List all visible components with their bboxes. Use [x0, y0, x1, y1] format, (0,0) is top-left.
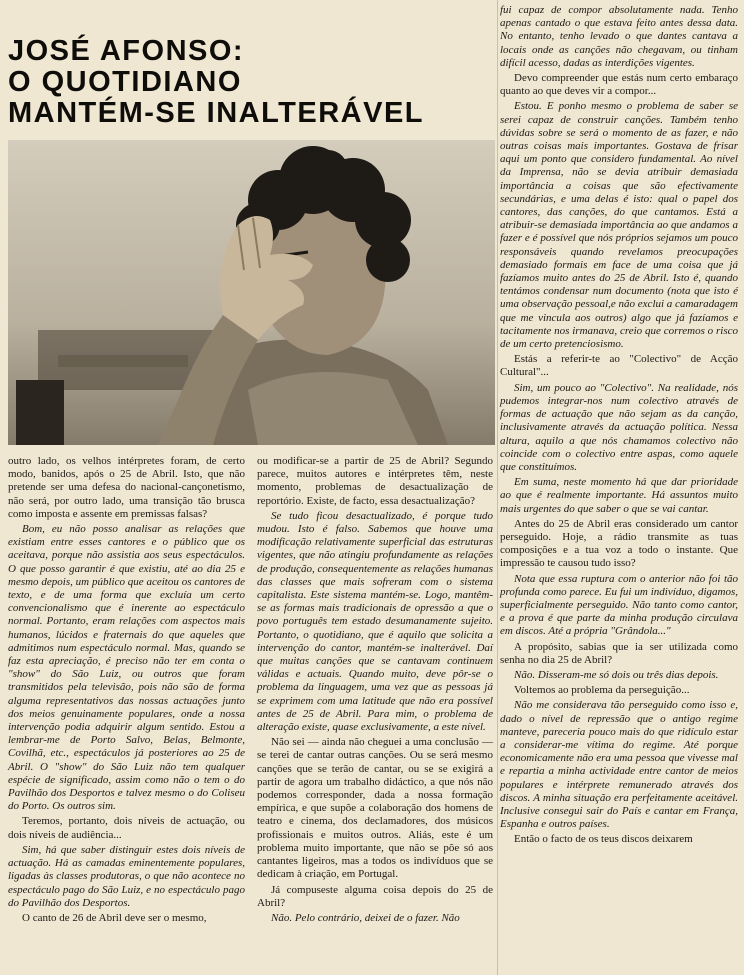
headline-line-2: O QUOTIDIANO: [8, 66, 242, 98]
paragraph: Bom, eu não posso analisar as relações que existiam entre esses cantores e o público que os aceitava, porque não assistia aos seus espectáculos. O que posso garantir é que existiu, até ao dia 25 e mesmo depois, um público que aceitou os cantores de texto, e de uma forma que excluía um certo convencionalismo que é inerente ao espectáculo normal. Portanto, eram relações com aspectos mais humanos, lúcidos e fraternais do que aqueles que admitimos num espectáculo normal. Mas, quando se faz esta apreciação, é preciso não ter em conta o "show" do São Luiz, ou outros que foram transmitidos pela televisão, pois não são de forma alguma representativos das nossas actuações junto dos meios genuinamente populares, onde a nossa intervenção podia adquirir algum sentido. Estou a lembrar-me de Porto Salvo, Belas, Belmonte, Covilhã, etc., espectáculos já posteriores ao 25 de Abril. O "show" do São Luiz não tem qualquer espécie de significado, assim como não o tem o do Pavilhão dos Desportos e talvez mesmo o do Coliseu do Porto. Os outros sim.: [8, 523, 245, 813]
paragraph: Voltemos ao problema da perseguição...: [514, 684, 690, 697]
paragraph: Então o facto de os teus discos deixarem: [514, 833, 693, 846]
text-column-3: [500, 4, 738, 849]
paragraph: Devo compreender que estás num certo embaraço quanto ao que deves vir a compor...: [500, 72, 738, 98]
paragraph: O canto de 26 de Abril deve ser o mesmo,: [22, 911, 207, 924]
text-column-2: [257, 455, 493, 927]
paragraph: ou modificar-se a partir de 25 de Abril? Segundo parece, muitos autores e intérpretes têm, neste momento, problemas de desactualização de reportório. Existe, de facto, essa desactualização?: [257, 455, 493, 507]
paragraph: Estou. E ponho mesmo o problema de saber se serei capaz de construir canções. Também tenho dúvidas sobre se será o momento de as fazer, e não outras coisas mais importantes. Gostava de frisar aqui um ponto que considero fundamental. Ao nível da Imprensa, não se devia atribuir demasiada importância a coisas que são efectivamente secundárias, e uma delas é isto: qual o papel dos cantores, das canções, do que cantamos. Está a atribuir-se demasiada importância ao que andamos a fazer e é possível que nós próprios sejamos um pouco responsáveis quando revelamos preocupações demasiado formais em face de uma coisa que já fazíamos muito antes do 25 de Abril. Isto é, quando tentámos condensar num documento (nota que isto é uma observação pessoal,e não exclui a camaradagem que me vincula aos outros) algo que já fazíamos e tacitamente nos irmanava, creio que corremos o risco de um certo pretenciosismo.: [500, 100, 738, 351]
paragraph: outro lado, os velhos intérpretes foram, de certo modo, banidos, após o 25 de Abril. Isto, que não pretende ser uma defesa do nacional-cançonetismo, não será, por outro lado, uma transição tão brusca como imposta e assente em premissas falsas?: [8, 455, 245, 520]
paragraph: Não. Disseram-me só dois ou três dias depois.: [514, 668, 719, 681]
paragraph: Teremos, portanto, dois níveis de actuação, ou dois níveis de audiência...: [8, 815, 245, 841]
paragraph: Não sei — ainda não cheguei a uma conclusão — se terei de cantar outras canções. Ou se será mesmo canções que se terão de cantar, ou se se exigirá a partir de agora um trabalho didáctico, a que nós não podemos corresponder, dada a nossa formação empírica, e que supõe a colaboração dos homens de teatro e cinema, dos declamadores, dos músicos profissionais e muitos outros. Aliás, este é um problema muito importante, que não se põe só aos cantantes ligeiros, mas a todos os indivíduos que se dedicam à criação, em Portugal.: [257, 736, 493, 881]
paragraph: Já compuseste alguma coisa depois do 25 de Abril?: [257, 883, 493, 909]
headline-line-3: MANTÉM-SE INALTERÁVEL: [8, 97, 425, 129]
column-divider: [497, 0, 498, 975]
text-column-1: [8, 455, 245, 927]
paragraph: Nota que essa ruptura com o anterior não foi tão profunda como parece. Eu fui um indivíduo, digamos, superficialmente perseguido. Não tanto como cantor, e a prova é que parte da minha produção circulava em discos. Até a própria "Grândola...": [500, 572, 738, 638]
paragraph: Se tudo ficou desactualizado, é porque tudo mudou. Isto é falso. Sabemos que houve uma modificação relativamente superficial das estruturas vigentes, que não atingiu profundamente as relações de produção, consequentemente as relações humanas das classes que mais sofreram com o sistema capitalista. Este sistema mantém-se. Logo, mantêm-se as formas mais tradicionais de opressão a que o povo português tem estado desumanamente sujeito. Portanto, o quotidiano, que é aquilo que solicita a intervenção do cantor, mantém-se inalterável. Daí que muitas canções que se cantavam continuem válidas e actuais. Quando muito, deve pôr-se o problema da linguagem, uma vez que as pessoas já se exprimem com uma latitude que não era possível antes de 25 de Abril. Para mim, o problema de alteração existe, quase exclusivamente, a este nível.: [257, 509, 493, 734]
paragraph: Não me considerava tão perseguido como isso e, dado o nível de repressão que o antigo regime manteve, pareceria pouco mais do que ridículo estar a considerar-me vítima do regime. Até porque economicamente não era uma pessoa que vivesse mal e repartia a minha actividade entre cantor de meios populares e intérprete remunerado através dos discos. A minha situação era perfeitamente aceitável. Inclusive consegui sair do País e cantar em França, Espanha e outros países.: [500, 699, 738, 831]
paragraph: Sim, há que saber distinguir estes dois níveis de actuação. Há as camadas eminentemente populares, ligadas às classes produtoras, o que não acontece no espectáculo pago do São Luiz, e no espectáculo pago do Pavilhão dos Desportos.: [8, 843, 245, 909]
paragraph: Estás a referir-te ao "Colectivo" de Acção Cultural"...: [500, 353, 738, 379]
headline-line-1: JOSÉ AFONSO:: [8, 35, 245, 67]
man-covering-face-photo: [8, 140, 495, 445]
paragraph: Sim, um pouco ao "Colectivo". Na realidade, nós pudemos integrar-nos num colectivo através de formas de actuação que não sejam as da canção, inclusivamente através da actuação política. Nessa altura, aquilo a que nós chamamos colectivo não coincide com o colectivo entre aspas, como aquele que constituímos.: [500, 381, 738, 473]
paragraph: Em suma, neste momento há que dar prioridade ao que é realmente importante. Há assuntos muito mais urgentes do que saber o que se vai cantar.: [500, 476, 738, 515]
paragraph: A propósito, sabias que ia ser utilizada como senha no dia 25 de Abril?: [500, 640, 738, 666]
paragraph: Não. Pelo contrário, deixei de o fazer. Não: [271, 911, 460, 924]
paragraph: fui capaz de compor absolutamente nada. Tenho apenas cantado o que estava feito antes dessa data. No entanto, tenho levado o que dantes cantava a locais onde as canções não chegavam, ou tinham difícil acesso, dadas as interdições vigentes.: [500, 4, 738, 69]
paragraph: Antes do 25 de Abril eras considerado um cantor perseguido. Hoje, a rádio transmite as tuas composições e a tua voz a todo o instante. Que impressão te causou tudo isso?: [500, 517, 738, 570]
headline: [8, 36, 500, 129]
